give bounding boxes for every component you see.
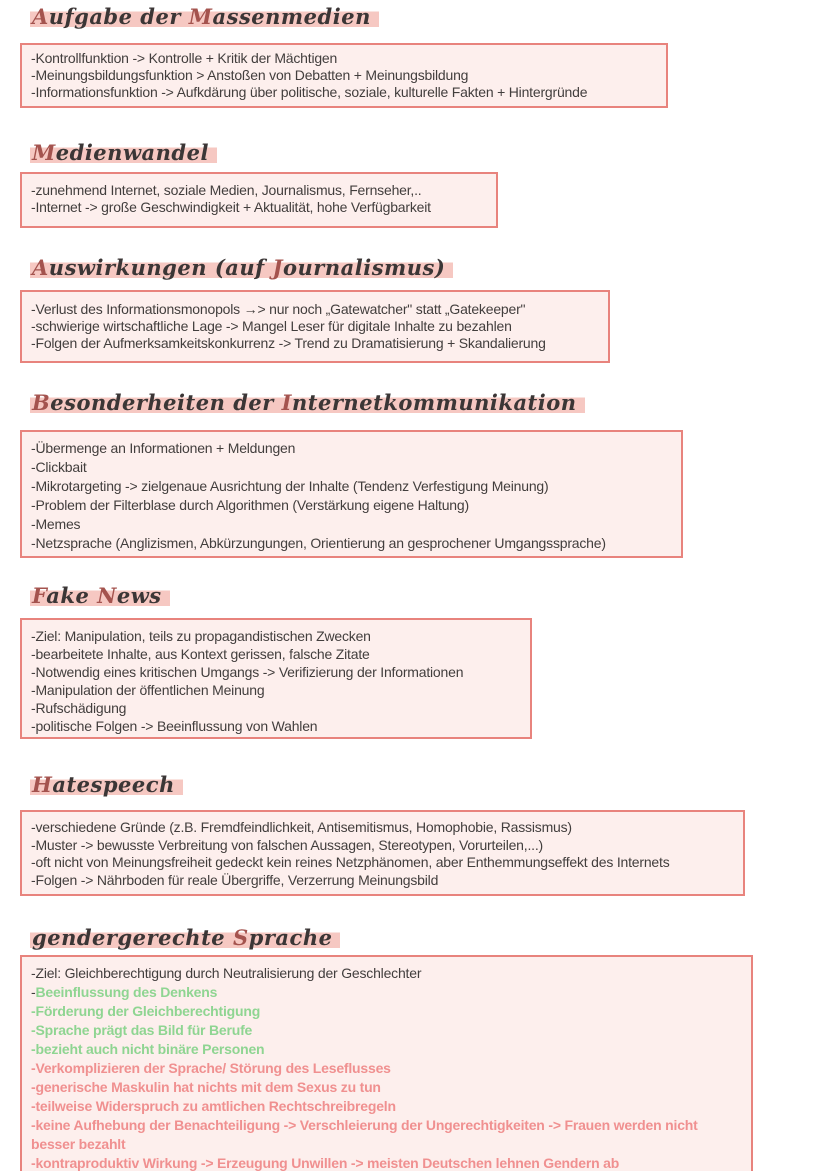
note-line: -Ziel: Gleichberechtigung durch Neutralisierung der Geschlechter — [31, 965, 422, 981]
note-line: -Ziel: Manipulation, teils zu propagandistischen Zwecken — [31, 628, 371, 644]
note-line: -verschiedene Gründe (z.B. Fremdfeindlichkeit, Antisemitismus, Homophobie, Rassismus) — [31, 819, 572, 835]
note-line: -generische Maskulin hat nichts mit dem Sexus zu tun — [31, 1079, 381, 1095]
note-line: -Übermenge an Informationen + Meldungen — [31, 440, 296, 456]
note-line: -oft nicht von Meinungsfreiheit gedeckt kein reines Netzphänomen, aber Enthemmungseffekt des Internets — [31, 854, 670, 870]
note-line: -Förderung der Gleichberechtigung — [31, 1003, 261, 1019]
note-line: -teilweise Widerspruch zu amtlichen Rechtschreibregeln — [31, 1098, 396, 1114]
section-heading: Medienwandel — [30, 138, 217, 168]
note-line: -kontraproduktiv Wirkung -> Erzeugung Unwillen -> meisten Deutschen lehnen Gendern ab — [31, 1155, 620, 1171]
section-heading: Auswirkungen (auf Journalismus) — [30, 253, 453, 283]
section-heading: Besonderheiten der Internetkommunikation — [30, 388, 585, 418]
notes-box — [20, 618, 532, 739]
note-line: -Internet -> große Geschwindigkeit + Aktualität, hohe Verfügbarkeit — [31, 199, 431, 215]
note-line: -Sprache prägt das Bild für Berufe — [31, 1022, 253, 1038]
notes-box — [20, 810, 745, 896]
note-line: -keine Aufhebung der Benachteiligung -> Verschleierung der Ungerechtigkeiten -> Frauen werden nicht besser bezahlt — [31, 1117, 698, 1152]
note-line: -Manipulation der öffentlichen Meinung — [31, 682, 265, 698]
section-heading: Hatespeech — [30, 770, 183, 800]
note-line: -Clickbait — [31, 459, 87, 475]
notes-box — [20, 430, 683, 558]
note-line: -bearbeitete Inhalte, aus Kontext gerissen, falsche Zitate — [31, 646, 370, 662]
section-heading: Aufgabe der Massenmedien — [30, 2, 379, 32]
note-line: -Problem der Filterblase durch Algorithmen (Verstärkung eigene Haltung) — [31, 497, 469, 513]
note-line: -zunehmend Internet, soziale Medien, Journalismus, Fernseher,.. — [31, 182, 422, 198]
section-heading: Fake News — [30, 581, 170, 611]
note-line: -Verlust des Informationsmonopols →> nur noch „Gatewatcher" statt „Gatekeeper" — [31, 301, 526, 317]
note-line: -Informationsfunktion -> Aufkdärung über politische, soziale, kulturelle Fakten + Hintergründe — [31, 84, 588, 100]
note-line: -Memes — [31, 516, 81, 532]
note-line: -Folgen der Aufmerksamkeitskonkurrenz -> Trend zu Dramatisierung + Skandalierung — [31, 335, 546, 351]
notes-box — [20, 172, 498, 228]
notes-box — [20, 955, 753, 1171]
notes-box — [20, 290, 610, 363]
note-line: -Netzsprache (Anglizismen, Abkürzungungen, Orientierung an gesprochener Umgangssprache) — [31, 535, 606, 551]
note-line: -Meinungsbildungsfunktion > Anstoßen von Debatten + Meinungsbildung — [31, 67, 469, 83]
note-line: -Kontrollfunktion -> Kontrolle + Kritik der Mächtigen — [31, 50, 338, 66]
note-line: -Notwendig eines kritischen Umgangs -> Verifizierung der Informationen — [31, 664, 464, 680]
note-line: -Folgen -> Nährboden für reale Übergriffe, Verzerrung Meinungsbild — [31, 871, 439, 888]
section-heading: gendergerechte Sprache — [30, 923, 340, 953]
note-line: -politische Folgen -> Beeinflussung von Wahlen — [31, 718, 318, 734]
note-line: -Rufschädigung — [31, 700, 127, 716]
note-line: -schwierige wirtschaftliche Lage -> Mangel Leser für digitale Inhalte zu bezahlen — [31, 318, 512, 334]
note-line: -Mikrotargeting -> zielgenaue Ausrichtung der Inhalte (Tendenz Verfestigung Meinung) — [31, 478, 549, 494]
note-line: -bezieht auch nicht binäre Personen — [31, 1041, 265, 1057]
note-line: -Beeinflussung des Denkens — [31, 984, 218, 1000]
notes-box — [20, 43, 668, 108]
note-line: -Verkomplizieren der Sprache/ Störung des Leseflusses — [31, 1060, 391, 1076]
note-line: -Muster -> bewusste Verbreitung von falschen Aussagen, Stereotypen, Vorurteilen,...) — [31, 836, 543, 853]
